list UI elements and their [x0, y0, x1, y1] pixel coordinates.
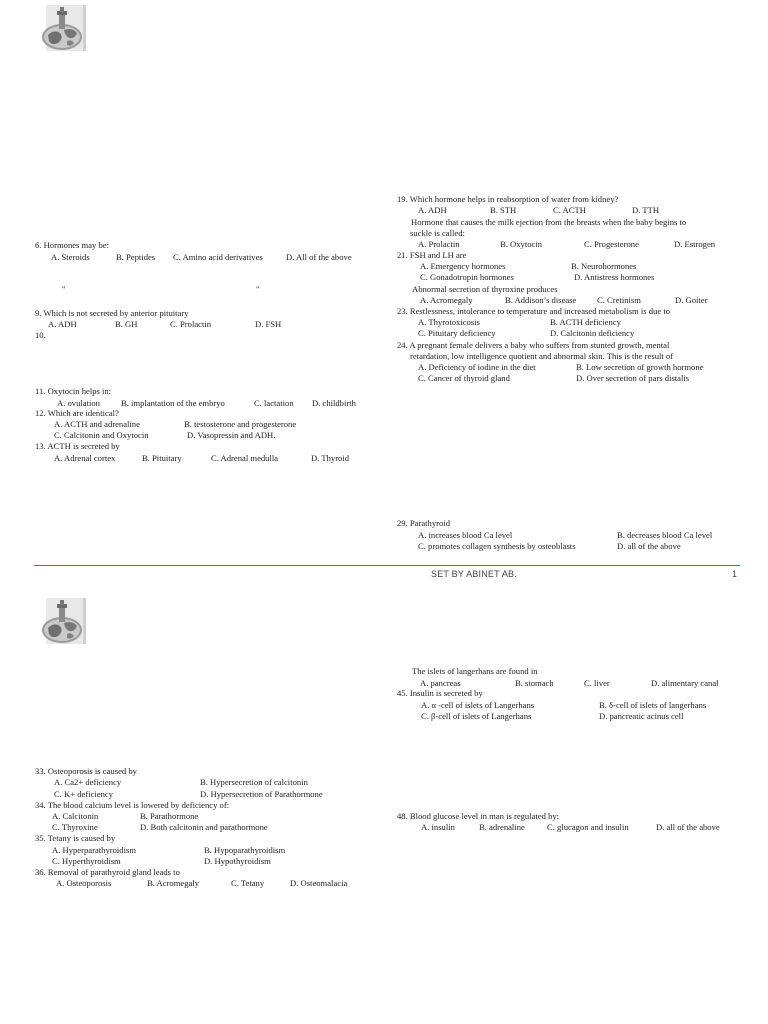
question-text-line: B. ACTH deficiency [550, 317, 621, 327]
question-text-line: C. Gonadotropin hormones [420, 272, 514, 282]
question-text-line: A. ADH [48, 319, 77, 329]
question-text-line: The islets of langerhans are found in [412, 666, 538, 676]
question-text-line: 35. Tetany is caused by [35, 833, 116, 843]
question-text-line: 29. Parathyroid [397, 518, 450, 528]
question-text-line: A. Osteoporosis [56, 878, 112, 888]
question-text-line: A. ADH [418, 205, 447, 215]
question-text-line: C. Prolactin [170, 319, 212, 329]
question-text-line: 6. Hormones may be: [35, 240, 109, 250]
question-text-line: 11. Oxytocin helps in: [35, 386, 112, 396]
question-text-line: 10. [35, 330, 46, 340]
question-text-line: A. Adrenal cortex [54, 453, 116, 463]
question-text-line: D. Osteomalacia [290, 878, 348, 888]
footer-divider [34, 565, 740, 566]
question-text-line: D. Hypersecretion of Parathormone [200, 789, 323, 799]
question-text-line: C. Adrenal medulla [211, 453, 279, 463]
question-text-line: A. Calcitonin [52, 811, 99, 821]
question-text-line: suckle is called: [410, 228, 465, 238]
question-text-line: C. Tetany [231, 878, 265, 888]
question-text-line: B. stomach [515, 678, 554, 688]
question-text-line: C. Thyroxine [52, 822, 98, 832]
globe-logo-icon [40, 598, 86, 644]
question-text-line: D. Thyroid [311, 453, 350, 463]
question-text-line: C. liver [584, 678, 610, 688]
question-text-line: 13. ACTH is secreted by [35, 441, 120, 451]
question-text-line: A. insulin [421, 822, 455, 832]
question-text-line: D. All of the above [286, 252, 352, 262]
question-text-line: C. Pituitary deficiency [418, 328, 496, 338]
question-text-line: B. Neurohormones [571, 261, 637, 271]
question-text-line: A. α -cell of islets of Langerhans [421, 700, 535, 710]
question-text-line: B. Hypoparathyroidism [204, 845, 286, 855]
question-text-line: D. Goiter [675, 295, 708, 305]
question-text-line: C. Amino acid derivatives [173, 252, 263, 262]
question-text-line: C. glucagon and insulin [547, 822, 629, 832]
question-text-line: A. Prolactin [418, 239, 460, 249]
question-text-line: 48. Blood glucose level in man is regulated by: [397, 811, 560, 821]
question-text-line: D. Vasopressin and ADH. [187, 430, 276, 440]
question-text-line: C. Hyperthyroidism [52, 856, 121, 866]
question-text-line: 33. Osteoporosis is caused by [35, 766, 137, 776]
footer-author: SET BY ABINET AB. [431, 569, 517, 579]
question-text-line: 23. Restlessness, intolerance to temperature and increased metabolism is due to [397, 306, 671, 316]
question-text-line: C. lactation [254, 398, 294, 408]
question-text-line: A. Steroids [51, 252, 90, 262]
question-text-line: B. adrenaline [479, 822, 525, 832]
question-text-line: 9. Which is not secreted by anterior pituitary [35, 308, 189, 318]
question-text-line: D. all of the above [656, 822, 720, 832]
question-text-line: 36. Removal of parathyroid gland leads to [35, 867, 180, 877]
question-text-line: D. Antistress hormones [574, 272, 655, 282]
question-text-line: A. Deficiency of iodine in the diet [418, 362, 536, 372]
question-text-line: A. ACTH and adrenaline [54, 419, 140, 429]
question-text-line: D. Over secretion of pars distalis [576, 373, 690, 383]
question-text-line: B. implantation of the embryo [121, 398, 225, 408]
globe-logo-page1 [40, 5, 86, 51]
question-text-line: B. STH [490, 205, 517, 215]
question-text-line: A. Acromegaly [420, 295, 473, 305]
question-text-line: D. all of the above [617, 541, 681, 551]
question-text-line: 45. Insulin is secreted by [397, 688, 483, 698]
question-text-line: D. TTH [632, 205, 660, 215]
question-text-line: 19. Which hormone helps in reabsorption of water from kidney? [397, 194, 619, 204]
question-text-line: " [62, 284, 66, 294]
question-text-line: D. Hypothyroidism [204, 856, 271, 866]
question-text-line: Hormone that causes the milk ejection from the breasts when the baby begins to [411, 217, 687, 227]
question-text-line: B. Peptides [116, 252, 156, 262]
question-text-line: A. increases blood Ca level [418, 530, 513, 540]
question-text-line: " [256, 284, 260, 294]
question-text-line: B. Hypersecretion of calcitonin [200, 777, 308, 787]
question-text-line: B. Low secretion of growth hormone [576, 362, 704, 372]
question-text-line: D. Estrogen [674, 239, 716, 249]
question-text-line: Abnormal secretion of thyroxine produces [412, 284, 558, 294]
question-text-line: C. K+ deficiency [54, 789, 114, 799]
question-text-line: A. pancreas [420, 678, 461, 688]
question-text-line: B. GH [115, 319, 138, 329]
question-text-line: B. decreases blood Ca level [617, 530, 713, 540]
question-text-line: D. Calcitonin deficiency [550, 328, 635, 338]
question-text-line: B. δ-cell of islets of langerhans [599, 700, 707, 710]
question-text-line: 12. Which are identical? [35, 408, 119, 418]
question-text-line: D. pancreatic acinus cell [599, 711, 684, 721]
question-text-line: B. Parathormone [140, 811, 199, 821]
question-text-line: A. Thyrotoxicosis [418, 317, 480, 327]
question-text-line: C. β-cell of islets of Langerhans [421, 711, 532, 721]
globe-logo-icon [40, 5, 86, 51]
question-text-line: D. Both calcitonin and parathormone [140, 822, 268, 832]
question-text-line: 24. A pregnant female delivers a baby who suffers from stunted growth, mental [397, 340, 670, 350]
question-text-line: A. Ca2+ deficiency [54, 777, 122, 787]
question-text-line: B. Addison’s disease [505, 295, 577, 305]
question-text-line: D. childbirth [312, 398, 356, 408]
question-text-line: D. FSH [255, 319, 282, 329]
question-text-line: C. ACTH [553, 205, 586, 215]
question-text-line: C. promotes collagen synthesis by osteoblasts [418, 541, 576, 551]
question-text-line: 34. The blood calcium level is lowered by deficiency of: [35, 800, 230, 810]
globe-logo-page2 [40, 598, 86, 644]
question-text-line: B. Acromegaly [147, 878, 200, 888]
footer-page-number: 1 [732, 569, 738, 579]
question-text-line: C. Cancer of thyroid gland [418, 373, 510, 383]
question-text-line: C. Progesterone [584, 239, 639, 249]
question-text-line: B. testosterone and progesterone [184, 419, 297, 429]
question-text-line: A. ovulation [57, 398, 100, 408]
question-text-line: B. Oxytocin [500, 239, 543, 249]
question-text-line: C. Calcitonin and Oxytocin [54, 430, 149, 440]
question-text-line: C. Cretinism [597, 295, 641, 305]
question-text-line: A. Emergency hormones [420, 261, 506, 271]
question-text-line: retardation, low intelligence quotient and abnormal skin. This is the result of [410, 351, 674, 361]
question-text-line: A. Hyperparathyroidism [52, 845, 137, 855]
question-text-line: B. Pituitary [142, 453, 182, 463]
question-text-line: 21. FSH and LH are [397, 250, 467, 260]
question-text-line: D. alimentary canal [651, 678, 719, 688]
